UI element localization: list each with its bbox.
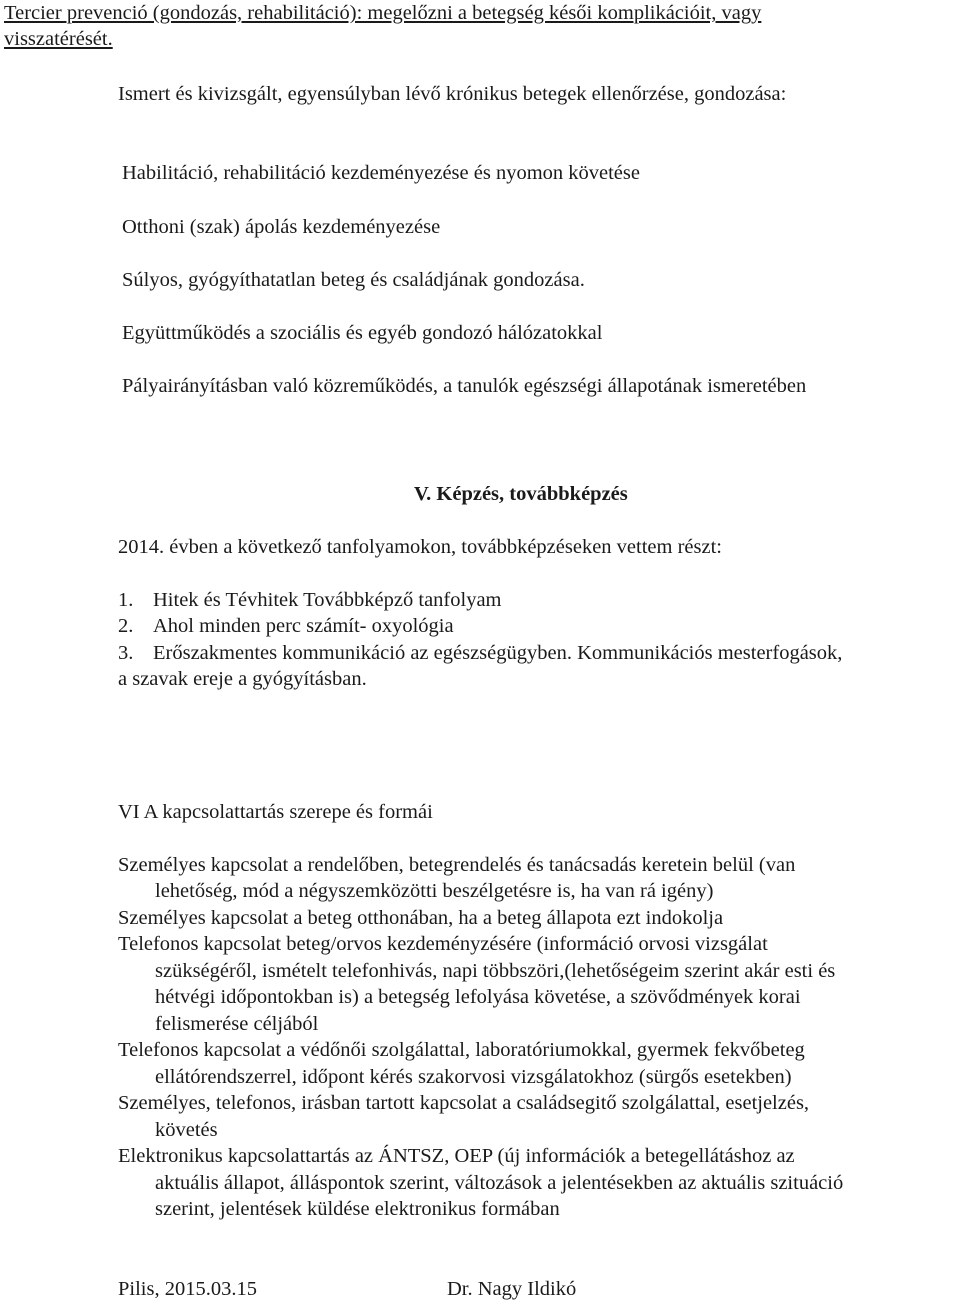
contact-item-line: szerint, jelentések küldése elektronikus formában (155, 1198, 560, 1220)
contact-item-line: Személyes kapcsolat a beteg otthonában, ha a beteg állapota ezt indokolja (118, 907, 724, 929)
chronic-item: Együttműködés a szociális és egyéb gondozó hálózatokkal (122, 322, 603, 344)
section-5-title: V. Képzés, továbbképzés (414, 483, 628, 505)
contact-item-line: Személyes kapcsolat a rendelőben, betegrendelés és tanácsadás keretein belül (van (118, 854, 796, 876)
place-date: Pilis, 2015.03.15 (118, 1278, 257, 1300)
signature-name: Dr. Nagy Ildikó (447, 1278, 577, 1300)
section-6-title: VI A kapcsolattartás szerepe és formái (118, 801, 433, 823)
contact-item-line: Személyes, telefonos, irásban tartott kapcsolat a családsegitő szolgálattal, esetjelzés, (118, 1092, 810, 1114)
course-number: 3. (118, 642, 134, 664)
contact-item-line: Telefonos kapcsolat a védőnői szolgálattal, laboratóriumokkal, gyermek fekvőbeteg (118, 1039, 805, 1061)
course-number: 1. (118, 589, 134, 611)
contact-item-line: lehetőség, mód a négyszemközötti beszélgetésre is, ha van rá igény) (155, 880, 714, 902)
contact-item-line: Telefonos kapcsolat beteg/orvos kezdeményzésére (információ orvosi vizsgálat (118, 933, 768, 955)
chronic-item: Habilitáció, rehabilitáció kezdeményezése és nyomon követése (122, 162, 640, 184)
contact-item-line: hétvégi időpontokban is) a betegség lefolyása követése, a szövődmények korai (155, 986, 801, 1008)
tertiary-line-2: visszatérését. (4, 28, 113, 50)
contact-item-line: szükségéről, ismételt telefonhivás, napi többszöri,(lehetőségeim szerint akár esti és (155, 960, 836, 982)
contact-item-line: követés (155, 1119, 218, 1141)
contact-item-line: aktuális állapot, álláspontok szerint, változások a jelentésekben az aktuális szituáció (155, 1172, 844, 1194)
course-number: 2. (118, 615, 134, 637)
section-5-intro: 2014. évben a következő tanfolyamokon, továbbképzéseken vettem részt: (118, 536, 722, 558)
chronic-heading: Ismert és kivizsgált, egyensúlyban lévő krónikus betegek ellenőrzése, gondozása: (118, 83, 787, 105)
chronic-item: Súlyos, gyógyíthatatlan beteg és családjának gondozása. (122, 269, 585, 291)
course-text-continued: a szavak ereje a gyógyításban. (118, 668, 367, 690)
contact-item-line: felismerése céljából (155, 1013, 319, 1035)
chronic-item: Otthoni (szak) ápolás kezdeményezése (122, 216, 441, 238)
tertiary-line-1: Tercier prevenció (gondozás, rehabilitáció): megelőzni a betegség késői komplikációit, vagy (4, 2, 762, 24)
chronic-item: Pályairányításban való közreműködés, a tanulók egészségi állapotának ismeretében (122, 375, 807, 397)
course-text: Ahol minden perc számít- oxyológia (153, 615, 454, 637)
contact-item-line: Elektronikus kapcsolattartás az ÁNTSZ, OEP (új információk a betegellátáshoz az (118, 1145, 795, 1167)
contact-item-line: ellátórendszerrel, időpont kérés szakorvosi vizsgálatokhoz (sürgős esetekben) (155, 1066, 792, 1088)
course-text: Hitek és Tévhitek Továbbképző tanfolyam (153, 589, 502, 611)
course-text: Erőszakmentes kommunikáció az egészségügyben. Kommunikációs mesterfogások, (153, 642, 843, 664)
